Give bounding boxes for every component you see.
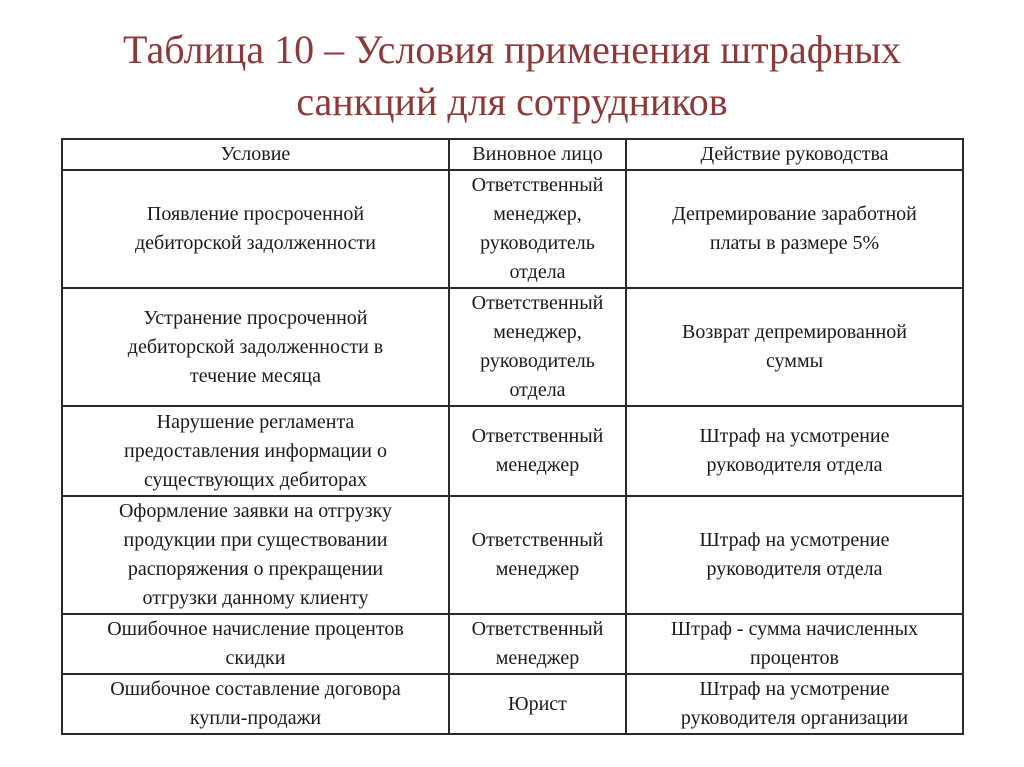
cell-line: суммы xyxy=(765,350,824,372)
cell-line: отдела xyxy=(509,261,566,283)
cell-line: Возврат депремированной xyxy=(682,321,907,343)
cell-line: Ответственный xyxy=(471,618,604,640)
title-line-1: Таблица 10 – Условия применения штрафных xyxy=(123,27,901,72)
sanctions-table xyxy=(61,138,964,735)
cell-line: Ответственный xyxy=(471,425,604,447)
cell-line: Ошибочное составление договора xyxy=(110,678,401,700)
person-cell xyxy=(449,496,626,614)
table-row xyxy=(62,288,963,406)
slide-title xyxy=(40,24,984,128)
action-cell xyxy=(626,170,963,288)
cell-line: руководителя отдела xyxy=(706,454,883,476)
person-cell xyxy=(449,288,626,406)
cell-line: менеджер, xyxy=(493,203,582,225)
person-cell xyxy=(449,406,626,496)
person-cell xyxy=(449,170,626,288)
cell-line: Штраф на усмотрение xyxy=(699,425,890,447)
cell-line: Штраф на усмотрение xyxy=(699,678,890,700)
header-person: Виновное лицо xyxy=(449,139,626,170)
condition-cell xyxy=(62,614,449,674)
cell-line: дебиторской задолженности в xyxy=(127,335,384,358)
title-line-2: санкций для сотрудников xyxy=(296,79,728,124)
cell-line: руководителя организации xyxy=(680,707,909,729)
action-cell xyxy=(626,288,963,406)
cell-line: Ошибочное начисление процентов xyxy=(107,618,404,640)
cell-line: руководителя отдела xyxy=(706,558,883,580)
cell-line: Ответственный xyxy=(471,174,604,196)
cell-line: руководитель xyxy=(480,350,595,372)
cell-line: менеджер xyxy=(495,558,580,580)
cell-line: Оформление заявки на отгрузку xyxy=(118,500,393,522)
table-row xyxy=(62,170,963,288)
condition-cell xyxy=(62,496,449,614)
cell-line: Депремирование заработной xyxy=(672,203,917,225)
cell-line: отгрузки данному клиенту xyxy=(142,587,369,609)
condition-cell xyxy=(62,170,449,288)
condition-cell xyxy=(62,288,449,406)
cell-line: скидки xyxy=(225,647,286,669)
action-cell xyxy=(626,674,963,734)
cell-line: Ответственный xyxy=(471,292,604,314)
cell-line: Устранение просроченной xyxy=(143,306,368,329)
cell-line: руководитель xyxy=(480,232,595,254)
cell-line: менеджер xyxy=(495,454,580,476)
cell-line: купли-продажи xyxy=(189,707,322,729)
action-cell xyxy=(626,496,963,614)
condition-cell xyxy=(62,406,449,496)
cell-line: продукции при существовании xyxy=(123,529,388,551)
cell-line: Появление просроченной xyxy=(146,203,365,225)
header-action: Действие руководства xyxy=(626,139,963,170)
table-row xyxy=(62,674,963,734)
person-cell xyxy=(449,614,626,674)
person-cell xyxy=(449,674,626,734)
cell-line: менеджер xyxy=(495,647,580,669)
table-row xyxy=(62,406,963,496)
table-row xyxy=(62,614,963,674)
cell-line: платы в размере 5% xyxy=(709,232,880,254)
action-cell xyxy=(626,406,963,496)
cell-line: отдела xyxy=(509,379,566,401)
table-row xyxy=(62,496,963,614)
cell-line: Нарушение регламента xyxy=(156,410,355,433)
cell-line: существующих дебиторах xyxy=(143,468,368,491)
table-header-row xyxy=(62,139,963,170)
cell-line: течение месяца xyxy=(189,364,322,387)
header-condition: Условие xyxy=(62,139,449,170)
cell-line: менеджер, xyxy=(493,321,582,343)
cell-line: Ответственный xyxy=(471,529,604,551)
cell-line: Штраф - сумма начисленных xyxy=(670,618,919,640)
condition-cell xyxy=(62,674,449,734)
action-cell xyxy=(626,614,963,674)
cell-line: Штраф на усмотрение xyxy=(699,529,890,551)
cell-line: распоряжения о прекращении xyxy=(127,558,384,580)
cell-line: процентов xyxy=(750,647,839,669)
cell-line: дебиторской задолженности xyxy=(134,232,376,254)
cell-line: предоставления информации о xyxy=(124,439,387,462)
cell-line: Юрист xyxy=(508,692,567,715)
